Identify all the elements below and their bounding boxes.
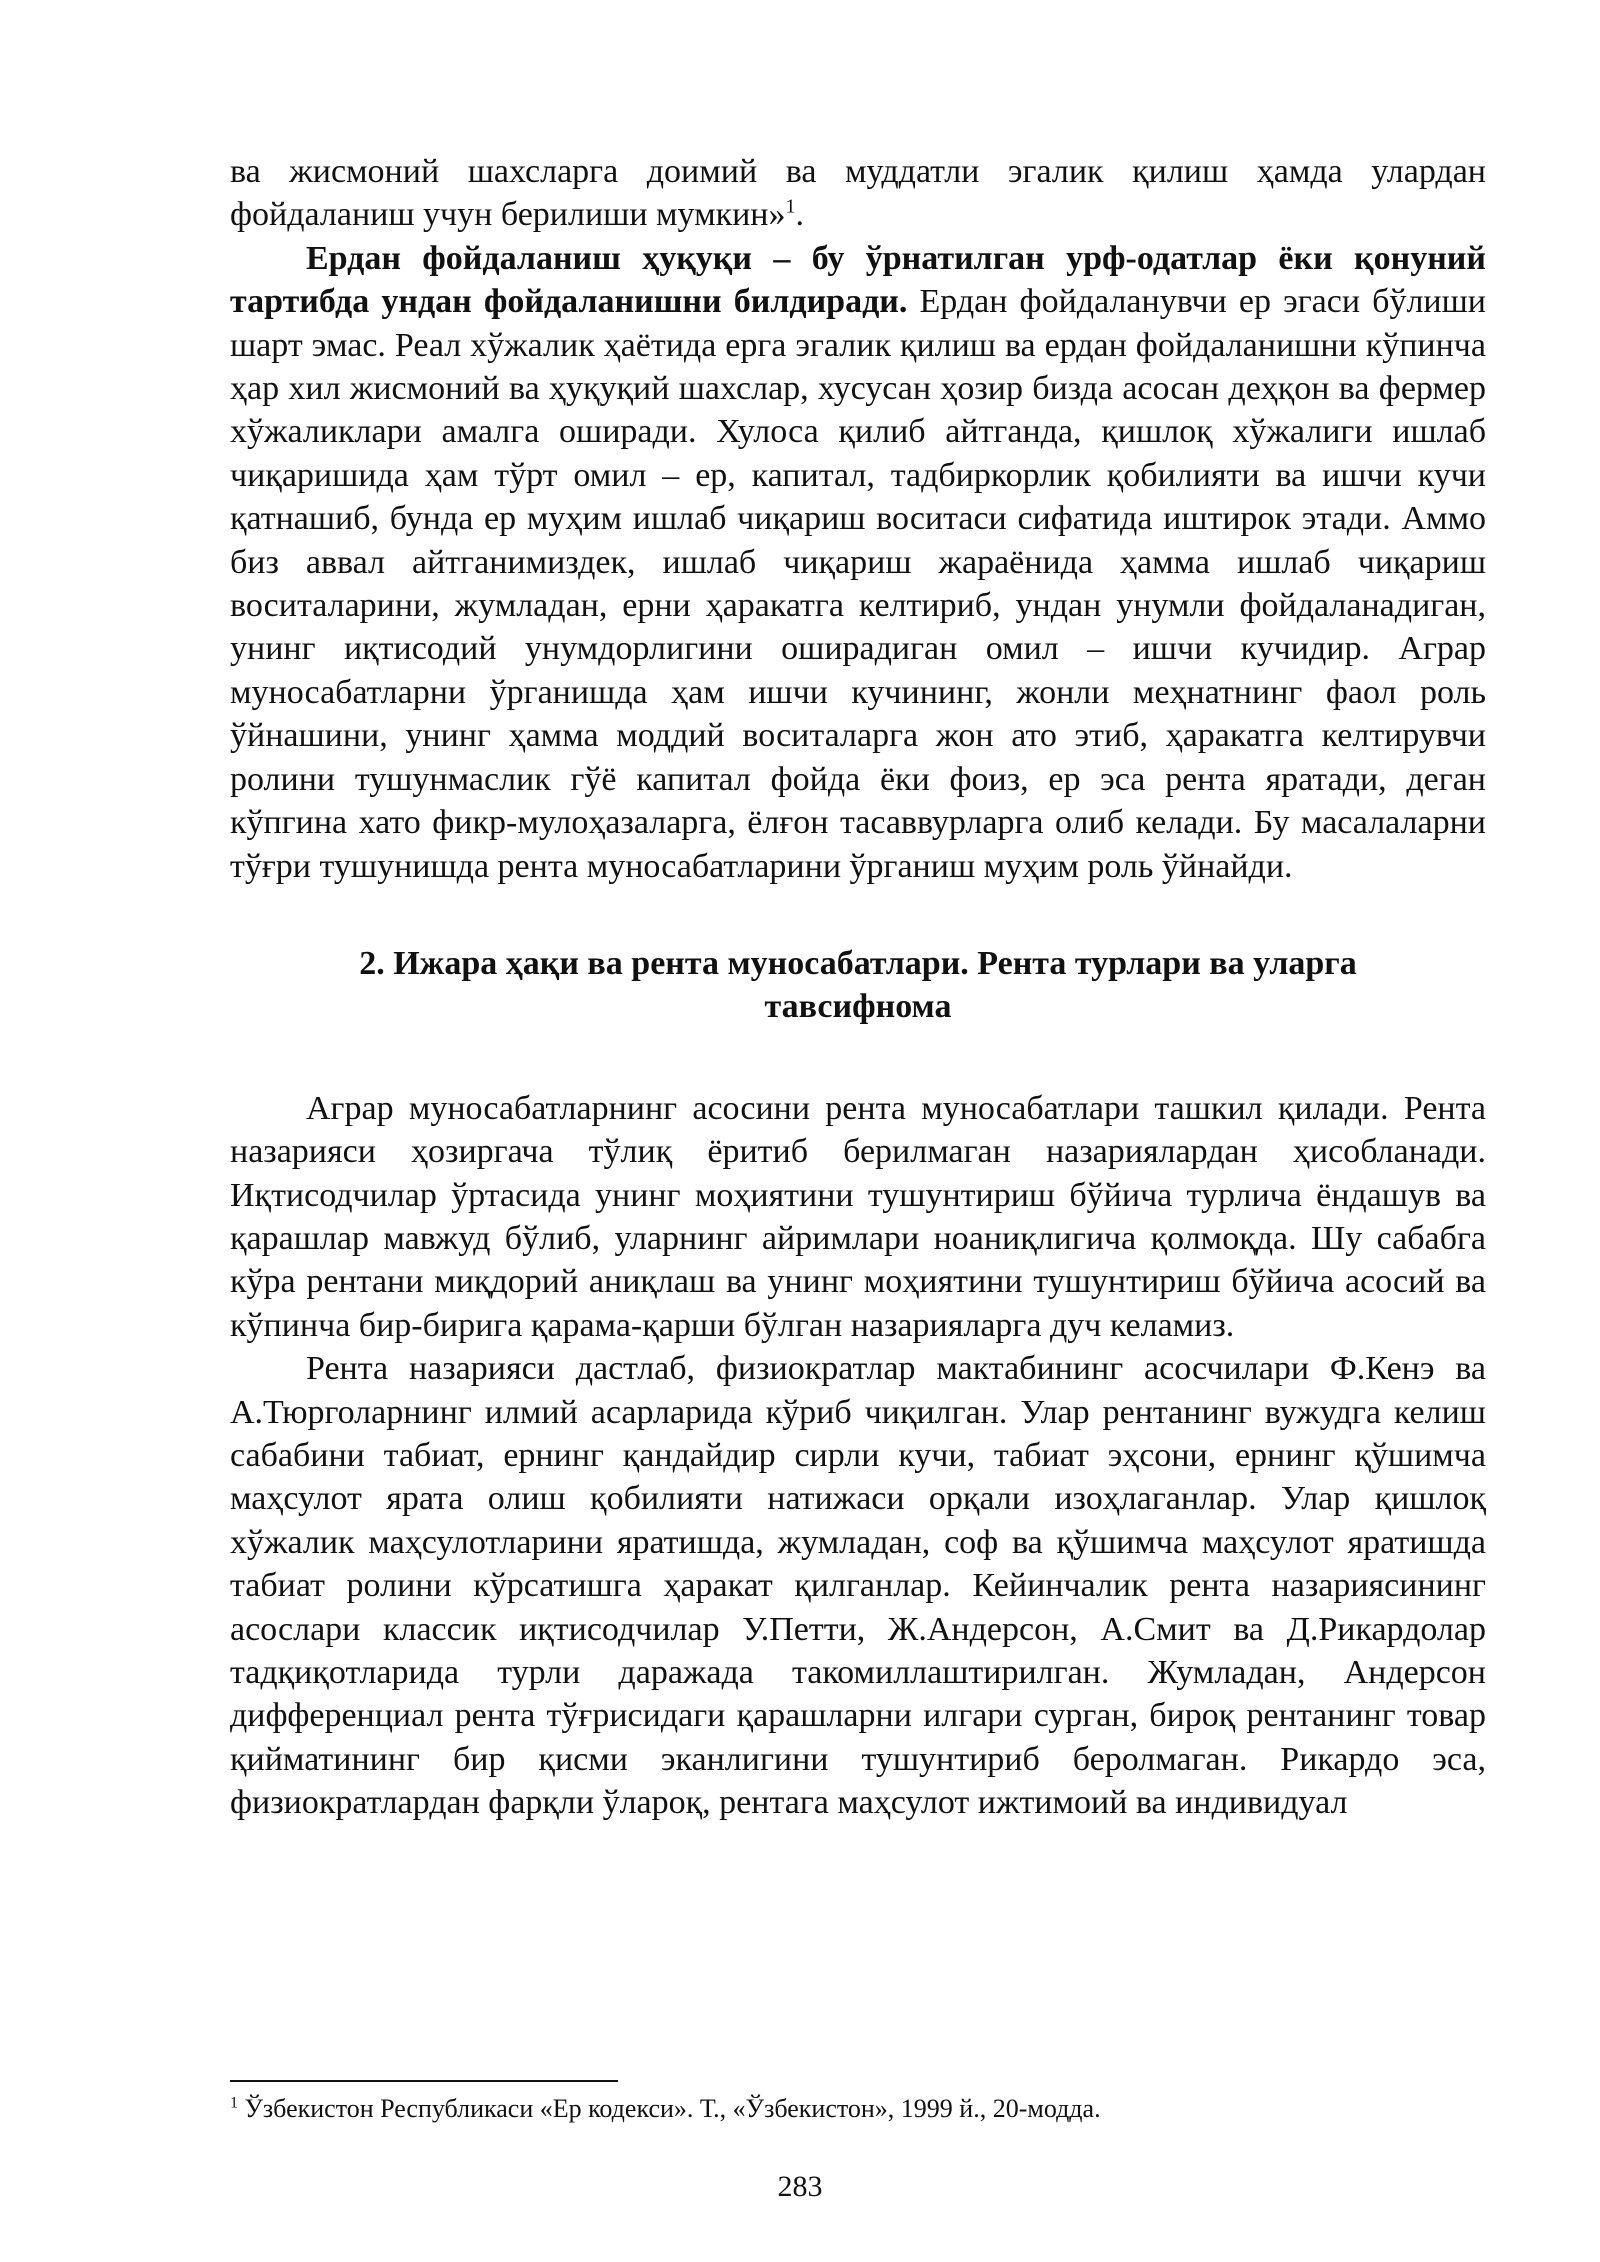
page-body — [230, 150, 1486, 1825]
footnote-text: Ўзбекистон Республикаси «Ер кодекси». Т., «Ўзбекистон», 1999 й., 20-модда. — [238, 2094, 1101, 2123]
paragraph-rent-theory: Рента назарияси дастлаб, физиократлар мактабининг асосчилари Ф.Кенэ ва А.Тюрголарнинг илмий асарларида кўриб чиқилган. Улар рентанинг вужудга келиш сабабини табиат, ернинг қандайдир сирли кучи, табиат эҳсони, ернинг қўшимча маҳсулот ярата олиш қобилияти натижаси орқали изоҳлаганлар. Улар қишлоқ хўжалик маҳсулотларини яратишда, жумладан, соф ва қўшимча маҳсулот яратишда табиат ролини кўрсатишга ҳаракат қилганлар. Кейинчалик рента назариясининг асослари классик иқтисодчилар У.Петти, Ж.Андерсон, А.Смит ва Д.Рикардолар тадқиқотларида турли даражада такомиллаштирилган. Жумладан, Андерсон дифференциал рента тўғрисидаги қарашларни илгари сурган, бироқ рентанинг товар қийматининг бир қисми эканлигини тушунтириб беролмаган. Рикардо эса, физиократлардан фарқли ўлароқ, рентага маҳсулот ижтимоий ва индивидуал — [230, 1350, 1486, 1822]
footnote — [230, 2094, 1486, 2124]
footnote-reference[interactable]: 1 — [785, 196, 796, 219]
intro-end: . — [795, 196, 805, 234]
definition-bold: Ердан фойдаланиш ҳуқуқи – бу ўрнатилган урф-одатлар ёки қонуний тартибда ундан фойдаланишни билдиради. — [230, 239, 1486, 321]
page-number: 283 — [777, 2170, 823, 2203]
footnote-divider — [230, 2080, 618, 2082]
intro-paragraph — [230, 150, 1486, 237]
intro-text: ва жисмоний шахсларга доимий ва муддатли эгалик қилиш ҳамда улардан фойдаланиш учун берилиши мумкин» — [230, 153, 1486, 234]
paragraph-land-use-right — [230, 237, 1486, 888]
paragraph-text: Ердан фойдаланувчи ер эгаси бўлиши шарт эмас. Реал хўжалик ҳаётида ерга эгалик қилиш ва ердан фойдаланишни кўпинча ҳар хил жисмоний ва ҳуқуқий шахслар, хусусан ҳозир бизда асосан деҳқон ва фермер хўжаликлари амалга оширади. Хулоса қилиб айтганда, қишлоқ хўжалиги ишлаб чиқаришида ҳам тўрт омил – ер, капитал, тадбиркорлик қобилияти ва ишчи кучи қатнашиб, бунда ер муҳим ишлаб чиқариш воситаси сифатида иштирок этади. Аммо биз аввал айтганимиздек, ишлаб чиқариш жараёнида ҳамма ишлаб чиқариш воситаларини, жумладан, ерни ҳаракатга келтириб, ундан унумли фойдаланадиган, унинг иқтисодий унумдорлигини оширадиган омил – ишчи кучидир. Аграр муносабатларни ўрганишда ҳам ишчи кучининг, жонли меҳнатнинг фаол роль ўйнашини, унинг ҳамма моддий воситаларга жон ато этиб, ҳаракатга келтирувчи ролини тушунмаслик гўё капитал фойда ёки фоиз, ер эса рента яратади, деган кўпгина хато фикр-мулоҳазаларга, ёлғон тасаввурларга олиб келади. Бу масалаларни тўғри тушунишда рента муносабатларини ўрганиш муҳим роль ўйнайди. — [230, 283, 1486, 885]
section-heading: 2. Ижара ҳақи ва рента муносабатлари. Рента турлари ва уларга тавсифнома — [359, 944, 1357, 1026]
paragraph-agrarian-relations: Аграр муносабатларнинг асосини рента муносабатлари ташкил қилади. Рента назарияси ҳозиргача тўлиқ ёритиб берилмаган назариялардан ҳисобланади. Иқтисодчилар ўртасида унинг моҳиятини тушунтириш бўйича турлича ёндашув ва қарашлар мавжуд бўлиб, уларнинг айримлари ноаниқлигича қолмоқда. Шу сабабга кўра рентани миқдорий аниқлаш ва унинг моҳиятини тушунтириш бўйича асосий ва кўпинча бир-бирига қарама-қарши бўлган назарияларга дуч келамиз. — [230, 1089, 1486, 1344]
footnote-marker: 1 — [230, 2094, 238, 2112]
